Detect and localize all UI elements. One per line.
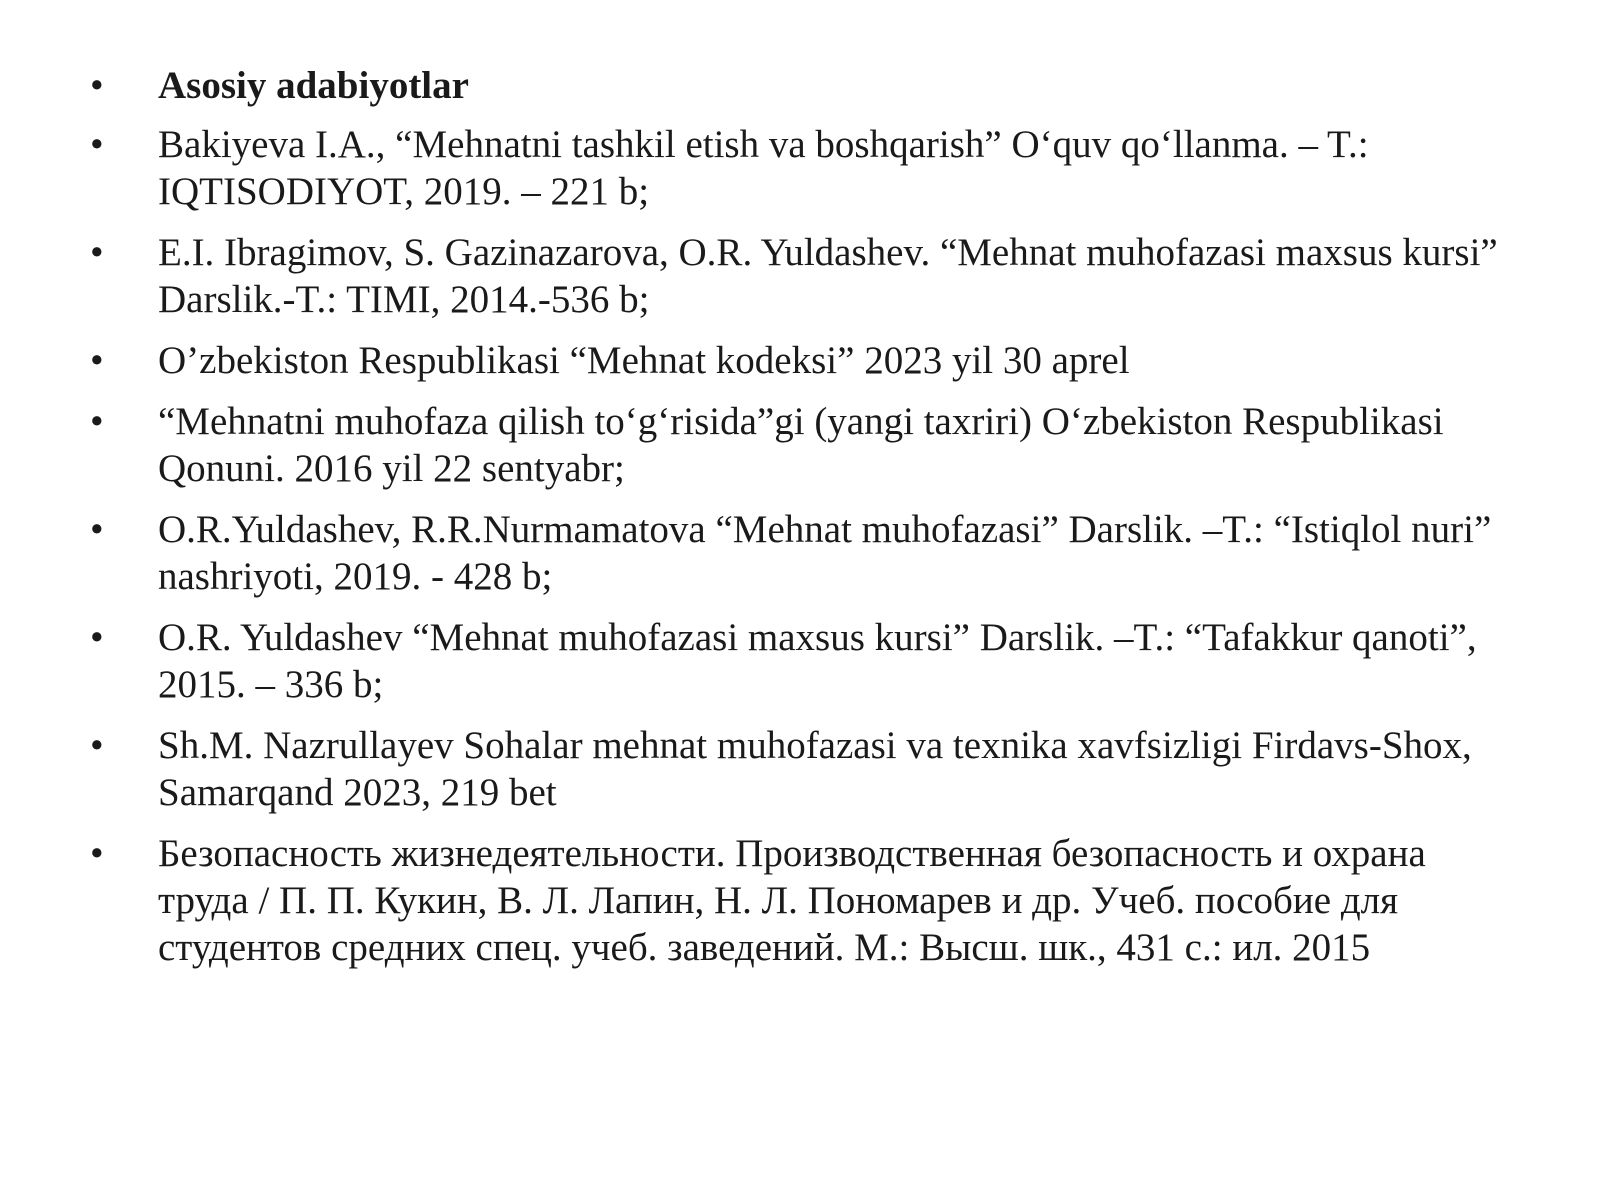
reference-item bbox=[86, 722, 1526, 816]
reference-text: O.R.Yuldashev, R.R.Nurmamatova “Mehnat muhofazasi” Darslik. –T.: “Istiqlol nuri” nashriyoti, 2019. - 428 b; bbox=[158, 508, 1492, 598]
reference-item bbox=[86, 506, 1526, 600]
reference-item bbox=[86, 121, 1526, 215]
reference-text: Безопасность жизнедеятельности. Производственная безопасность и охрана труда / П. П. Кукин, В. Л. Лапин, Н. Л. Пономарев и др. Учеб. пособие для студентов средних спец. учеб. заведений. М.: Высш. шк., 431 с.: ил. 2015 bbox=[158, 832, 1426, 969]
reference-text: Bakiyeva I.A., “Mehnatni tashkil etish va boshqarish” O‘quv qo‘llanma. – T.: IQTISODIYOT, 2019. – 221 b; bbox=[158, 123, 1369, 213]
bullet-icon: • bbox=[90, 508, 104, 551]
bullet-icon: • bbox=[90, 64, 104, 107]
bullet-icon: • bbox=[90, 616, 104, 659]
reference-text: E.I. Ibragimov, S. Gazinazarova, O.R. Yuldashev. “Mehnat muhofazasi maxsus kursi” Darslik.-T.: TIMI, 2014.-536 b; bbox=[158, 231, 1498, 321]
bullet-icon: • bbox=[90, 832, 104, 875]
reference-text: O.R. Yuldashev “Mehnat muhofazasi maxsus kursi” Darslik. –T.: “Tafakkur qanoti”, 2015. – 336 b; bbox=[158, 616, 1477, 706]
bullet-icon: • bbox=[90, 123, 104, 166]
list-heading-item bbox=[86, 62, 1526, 109]
bullet-icon: • bbox=[90, 400, 104, 443]
bullet-icon: • bbox=[90, 231, 104, 274]
reference-text: O’zbekiston Respublikasi “Mehnat kodeksi” 2023 yil 30 aprel bbox=[158, 339, 1130, 382]
reference-text: Sh.M. Nazrullayev Sohalar mehnat muhofazasi va texnika xavfsizligi Firdavs-Shox, Samarqand 2023, 219 bet bbox=[158, 724, 1472, 814]
reference-item bbox=[86, 337, 1526, 384]
bullet-icon: • bbox=[90, 339, 104, 382]
reference-item bbox=[86, 830, 1526, 971]
reference-text: “Mehnatni muhofaza qilish to‘g‘risida”gi (yangi taxriri) O‘zbekiston Respublikasi Qonuni. 2016 yil 22 sentyabr; bbox=[158, 400, 1444, 490]
bullet-icon: • bbox=[90, 724, 104, 767]
reference-item bbox=[86, 229, 1526, 323]
reference-item bbox=[86, 398, 1526, 492]
list-heading: Asosiy adabiyotlar bbox=[158, 64, 469, 107]
reference-item bbox=[86, 614, 1526, 708]
references-list bbox=[86, 62, 1526, 985]
